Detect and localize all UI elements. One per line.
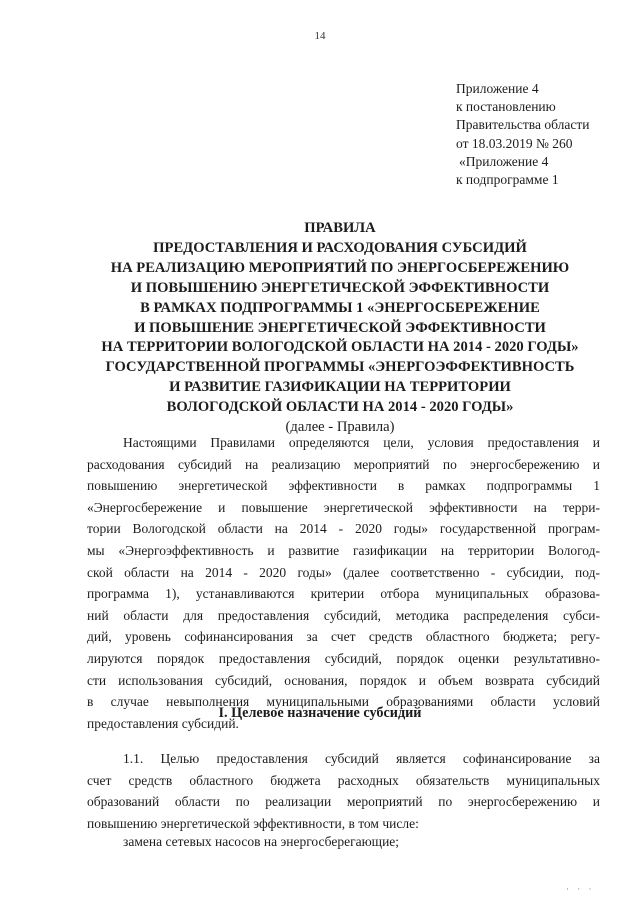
paragraph-line: повышению энергетической эффективности, в том числе: [87,815,419,831]
title-line: ПРЕДОСТАВЛЕНИЯ И РАСХОДОВАНИЯ СУБСИДИЙ [153,239,527,256]
paragraph-line: 1.1. Целью предоставления субсидий является софинансирование за [123,751,600,766]
paragraph-line: сти использования субсидий, основания, порядок и объем возврата субсидий [87,672,600,688]
title-note: (далее - Правила) [285,419,395,436]
paragraph-line: программа 1), устанавливаются критерии отбора муниципальных образова- [87,586,600,602]
title-line: И ПОВЫШЕНИЮ ЭНЕРГЕТИЧЕСКОЙ ЭФФЕКТИВНОСТИ [130,279,550,296]
document-title [60,219,620,438]
title-line: ПРАВИЛА [304,220,376,236]
paragraph-line: дий, уровень софинансирования за счет средств областного бюджета; регу- [87,629,600,645]
paragraph-line: лируются порядок предоставления субсидий, порядок оценки результативно- [87,650,600,666]
title-line: В РАМКАХ ПОДПРОГРАММЫ 1 «ЭНЕРГОСБЕРЕЖЕНИЕ [140,299,540,316]
paragraph-line: ской области на 2014 - 2020 годы» (далее соответственно - субсидии, под- [87,564,600,580]
appendix-line: Правительства области [456,117,590,133]
section-heading: I. Целевое назначение субсидий [218,705,422,721]
page-number: 14 [314,30,326,42]
appendix-line: к постановлению [456,99,556,115]
paragraph-line: тории Вологодской области на 2014 - 2020 годы» государственной програм- [87,521,600,537]
appendix-line: от 18.03.2019 № 260 [456,135,573,151]
title-line: НА РЕАЛИЗАЦИЮ МЕРОПРИЯТИЙ ПО ЭНЕРГОСБЕРЕЖЕНИЮ [110,259,570,276]
title-line: ГОСУДАРСТВЕННОЙ ПРОГРАММЫ «ЭНЕРГОЭФФЕКТИВНОСТЬ [105,359,575,376]
section-paragraph [87,748,600,834]
paragraph-line: в случае невыполнения муниципальными образованиями области условий [87,694,600,710]
appendix-line: «Приложение 4 [459,153,549,169]
title-line: И РАЗВИТИЕ ГАЗИФИКАЦИИ НА ТЕРРИТОРИИ [169,379,511,396]
paragraph-line: «Энергосбережение и повышение энергетической эффективности на терри- [87,499,600,515]
appendix-line: Приложение 4 [456,81,539,96]
scan-mark: · · · [566,884,595,894]
title-line: И ПОВЫШЕНИЕ ЭНЕРГЕТИЧЕСКОЙ ЭФФЕКТИВНОСТИ [134,319,546,336]
title-line: ВОЛОГОДСКОЙ ОБЛАСТИ НА 2014 - 2020 ГОДЫ» [166,399,514,416]
paragraph-line: образований области по реализации мероприятий по энергосбережению и [87,794,600,810]
paragraph-line: повышению энергетической эффективности в рамках подпрограммы 1 [87,478,600,494]
paragraph-line: Настоящими Правилами определяются цели, условия предоставления и [123,435,600,450]
paragraph-line: расходования субсидий на реализацию мероприятий по энергосбережению и [87,456,600,472]
paragraph-line: предоставления субсидий. [87,715,239,731]
title-line: НА ТЕРРИТОРИИ ВОЛОГОДСКОЙ ОБЛАСТИ НА 2014 - 2020 ГОДЫ» [101,339,579,356]
appendix-line: к подпрограмме 1 [456,172,559,188]
paragraph-line: счет средств областного бюджета расходных обязательств муниципальных [87,772,600,788]
intro-paragraph [87,432,600,734]
list-item: замена сетевых насосов на энергосберегающие; [123,834,400,849]
appendix-block [456,80,631,189]
paragraph-line: мы «Энергоэффективность и развитие газификации на территории Вологод- [87,542,600,558]
paragraph-line: ний области для предоставления субсидий, методика распределения субси- [87,607,600,623]
